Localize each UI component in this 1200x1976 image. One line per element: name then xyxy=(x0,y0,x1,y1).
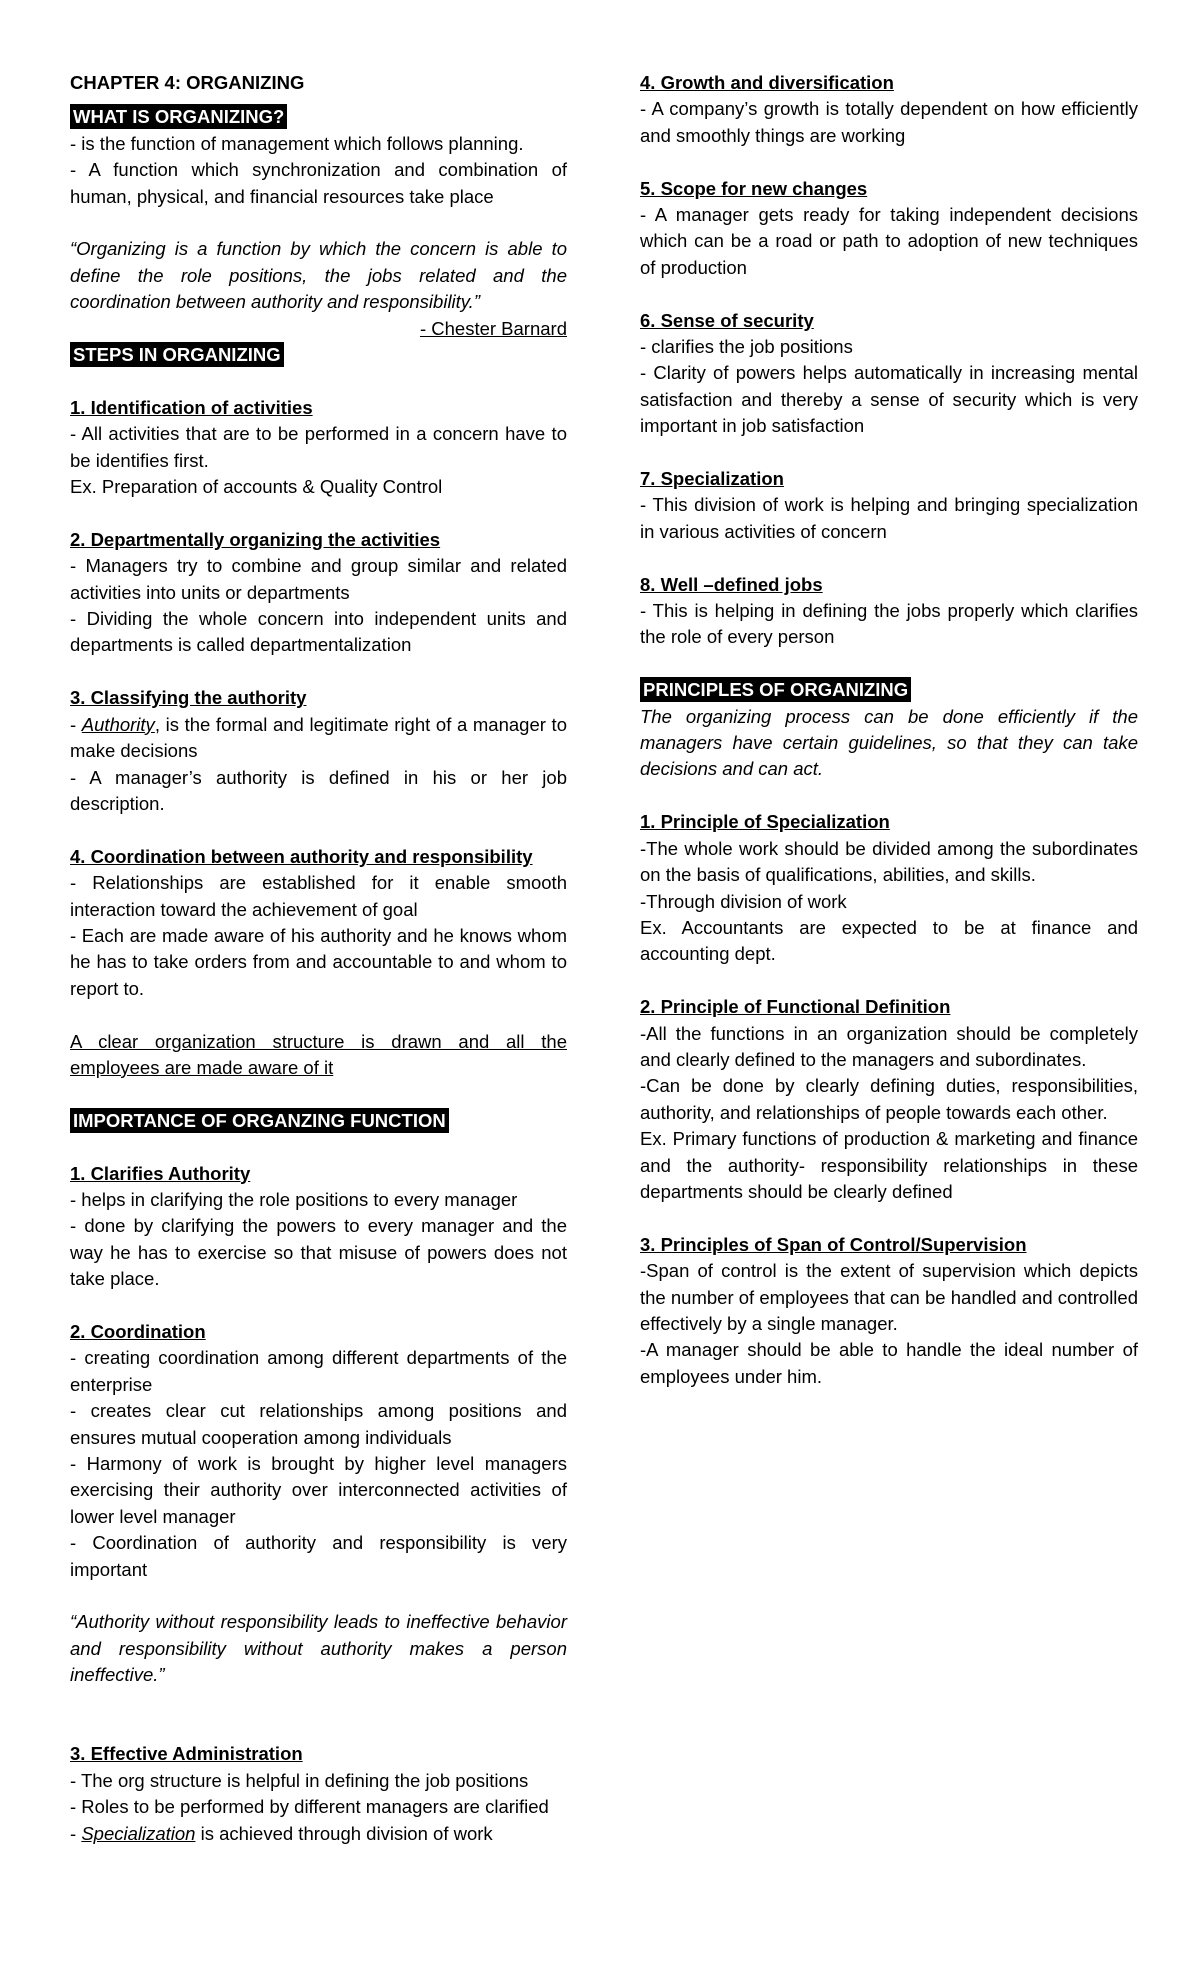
importance-line: - Harmony of work is brought by higher level managers exercising their authority over interconnected activities of lower level manager xyxy=(70,1452,567,1527)
principle-line: -Through division of work xyxy=(640,890,847,912)
importance-title: 4. Growth and diversification xyxy=(640,72,894,93)
left-column xyxy=(70,70,567,1847)
principle-title: 1. Principle of Specialization xyxy=(640,811,890,833)
step-line: Ex. Preparation of accounts & Quality Control xyxy=(70,476,443,498)
what-is-organizing-heading-row xyxy=(70,104,567,130)
importance-line: - creating coordination among different departments of the enterprise xyxy=(70,1347,567,1395)
importance-title: 2. Coordination xyxy=(70,1320,206,1342)
principles-heading-row xyxy=(640,677,1138,703)
structure-note: A clear organization structure is drawn and all the employees are made aware of it xyxy=(70,1030,567,1078)
principles-intro: The organizing process can be done efficiently if the managers have certain guidelines, so that they can take decisions and can act. xyxy=(640,705,1138,780)
importance-line: - This is helping in defining the jobs properly which clarifies the role of every person xyxy=(640,600,1138,648)
steps-heading: STEPS IN ORGANIZING xyxy=(70,342,284,367)
importance-title: 5. Scope for new changes xyxy=(640,177,868,199)
principle-line: -Can be done by clearly defining duties, responsibilities, authority, and relationships of people towards each other. xyxy=(640,1075,1138,1123)
importance-line: - Roles to be performed by different managers are clarified xyxy=(70,1796,549,1818)
step-title: 1. Identification of activities xyxy=(70,396,313,418)
step-line: - Relationships are established for it enable smooth interaction toward the achievement of goal xyxy=(70,872,567,920)
importance-line: - Clarity of powers helps automatically in increasing mental satisfaction and thereby a sense of security which is very important in job satisfaction xyxy=(640,362,1138,437)
principle-line: Ex. Accountants are expected to be at finance and accounting dept. xyxy=(640,916,1138,965)
importance-title: 1. Clarifies Authority xyxy=(70,1162,251,1184)
importance-heading: IMPORTANCE OF ORGANZING FUNCTION xyxy=(70,1108,449,1133)
specialization-term: Specialization xyxy=(81,1822,196,1844)
step-title: 3. Classifying the authority xyxy=(70,687,307,709)
importance-title: 3. Effective Administration xyxy=(70,1743,303,1765)
importance-line: - done by clarifying the powers to every manager and the way he has to exercise so that misuse of powers does not take place. xyxy=(70,1215,567,1290)
principle-line: Ex. Primary functions of production & marketing and finance and the authority- responsibility relationships in these departments should be clearly defined xyxy=(640,1128,1138,1202)
principle-line: -A manager should be able to handle the ideal number of employees under him. xyxy=(640,1339,1138,1387)
steps-heading-row xyxy=(70,342,567,368)
step-line: - Each are made aware of his authority and he knows whom he has to take orders from and accountable to and whom to report to. xyxy=(70,924,567,999)
importance-line: - This division of work is helping and bringing specialization in various activities of concern xyxy=(640,494,1138,542)
what-line: - A function which synchronization and combination of human, physical, and financial resources take place xyxy=(70,159,567,207)
importance-line: - helps in clarifying the role positions to every manager xyxy=(70,1188,518,1210)
importance-line: - Coordination of authority and responsibility is very important xyxy=(70,1532,567,1580)
step-line-prefix: - xyxy=(70,713,82,735)
authority-quote: “Authority without responsibility leads to ineffective behavior and responsibility without authority makes a person ineffective.” xyxy=(70,1611,567,1686)
principles-heading: PRINCIPLES OF ORGANIZING xyxy=(640,677,911,702)
principle-line: -Span of control is the extent of supervision which depicts the number of employees that can be handled and controlled effectively by a single manager. xyxy=(640,1260,1138,1334)
principle-line: -All the functions in an organization should be completely and clearly defined to the managers and subordinates. xyxy=(640,1022,1138,1070)
principle-title: 3. Principles of Span of Control/Supervision xyxy=(640,1233,1027,1255)
importance-title: 8. Well –defined jobs xyxy=(640,573,823,595)
step-title: 4. Coordination between authority and responsibility xyxy=(70,845,533,867)
what-is-organizing-heading: WHAT IS ORGANIZING? xyxy=(70,104,287,129)
importance-line: - clarifies the job positions xyxy=(640,336,853,358)
step-line: - A manager’s authority is defined in his or her job description. xyxy=(70,766,567,814)
step-line: - All activities that are to be performed in a concern have to be identifies first. xyxy=(70,423,567,471)
importance-line: - A company’s growth is totally dependent on how efficiently and smoothly things are working xyxy=(640,98,1138,146)
importance-line: - A manager gets ready for taking independent decisions which can be a road or path to adoption of new techniques of production xyxy=(640,204,1138,278)
importance-title: 7. Specialization xyxy=(640,468,784,490)
step-line: - Managers try to combine and group similar and related activities into units or departments xyxy=(70,555,567,603)
importance-line: - creates clear cut relationships among positions and ensures mutual cooperation among individuals xyxy=(70,1400,567,1448)
right-column xyxy=(640,70,1138,1390)
step-line xyxy=(70,712,567,765)
principle-line: -The whole work should be divided among the subordinates on the basis of qualifications, abilities, and skills. xyxy=(640,837,1138,886)
what-line: - is the function of management which follows planning. xyxy=(70,132,524,154)
step-title: 2. Departmentally organizing the activities xyxy=(70,528,441,550)
line-rest: is achieved through division of work xyxy=(195,1822,493,1844)
step-line: - Dividing the whole concern into independent units and departments is called departmentalization xyxy=(70,608,567,656)
step-line-rest: , is the formal and legitimate right of a manager to make decisions xyxy=(70,713,567,762)
line-prefix: - xyxy=(70,1822,82,1844)
barnard-quote: “Organizing is a function by which the concern is able to define the role positions, the jobs related and the coordination between authority and responsibility.” xyxy=(70,238,567,313)
barnard-quote-author: - Chester Barnard xyxy=(419,317,567,339)
chapter-title: CHAPTER 4: ORGANIZING xyxy=(70,72,305,93)
authority-term: Authority xyxy=(81,713,155,735)
importance-heading-row xyxy=(70,1108,567,1134)
principle-title: 2. Principle of Functional Definition xyxy=(640,996,951,1018)
importance-title: 6. Sense of security xyxy=(640,309,814,331)
importance-line: - The org structure is helpful in defining the job positions xyxy=(70,1769,529,1791)
importance-line xyxy=(70,1821,567,1847)
